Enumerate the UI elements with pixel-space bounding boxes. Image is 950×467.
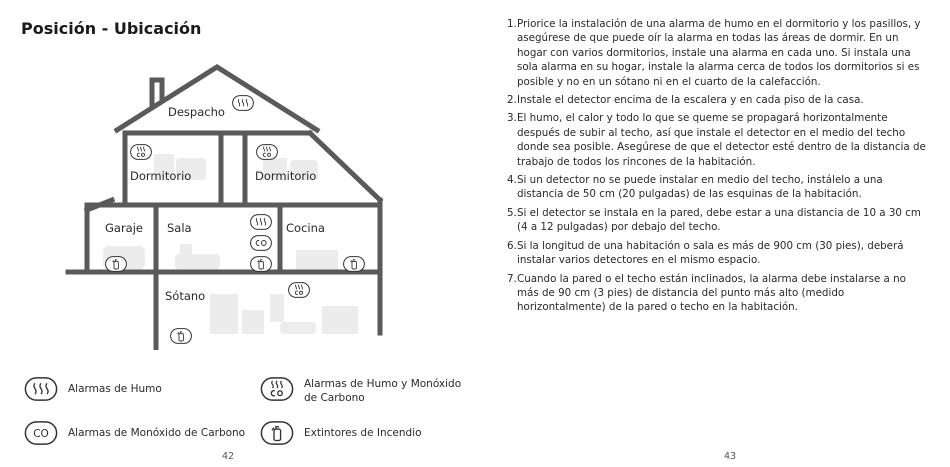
co-alarm-icon xyxy=(22,421,60,445)
room-label-garaje: Garaje xyxy=(105,221,144,235)
smoke-alarm-icon xyxy=(22,377,60,401)
list-item: 2. Instale el detector encima de la escalera y en cada piso de la casa. xyxy=(507,94,864,107)
extinguisher-icon xyxy=(258,421,296,445)
room-label-despacho: Despacho xyxy=(168,105,225,119)
house-diagram xyxy=(60,60,390,350)
list-item: 4. Si un detector no se puede instalar en medio del techo, instálelo a una distancia de 50 cm (20 pulgadas) de las esquinas de la habitación. xyxy=(507,174,883,201)
legend-co xyxy=(22,421,245,445)
legend-extinguisher xyxy=(258,421,422,445)
room-label-dormitorio-2: Dormitorio xyxy=(255,169,317,183)
room-label-cocina: Cocina xyxy=(286,221,325,235)
legend-label: Extintores de Incendio xyxy=(304,427,422,439)
page-title: Posición - Ubicación xyxy=(21,19,202,38)
extinguisher-icon xyxy=(106,257,127,272)
co-alarm-icon xyxy=(251,236,272,251)
legend xyxy=(18,375,462,445)
right-page xyxy=(475,0,950,467)
extinguisher-icon xyxy=(171,329,192,344)
smoke-co-alarm-icon xyxy=(258,377,296,401)
smoke-alarm-icon xyxy=(233,96,254,111)
legend-smoke-co xyxy=(258,377,474,405)
legend-label: Alarmas de Monóxido de Carbono xyxy=(68,427,246,439)
page-number-left: 42 xyxy=(222,451,235,462)
co-symbol: CO xyxy=(33,427,49,440)
list-item: 6. Si la longitud de una habitación o sala es más de 900 cm (30 pies), deberá instalar varios detectores en el mismo espacio. xyxy=(507,239,904,267)
list-item: 7. Cuando la pared o el techo están inclinados, la alarma debe instalarse a no más de 90 cm (3 pies) de distancia del punto más alto (medido horizontalmente) de la pared o techo en la habitación. xyxy=(507,272,906,314)
legend-smoke xyxy=(22,377,162,401)
smoke-co-alarm-icon xyxy=(289,283,310,298)
room-label-sala: Sala xyxy=(167,221,192,235)
legend-label: Alarmas de Humo y Monóxido de Carbono xyxy=(304,378,462,404)
room-label-dormitorio-1: Dormitorio xyxy=(130,169,192,183)
extinguisher-icon xyxy=(344,257,365,272)
list-item: 5. Si el detector se instala en la pared, debe estar a una distancia de 10 a 30 cm (4 a 12 pulgadas) por debajo del techo. xyxy=(507,206,921,234)
extinguisher-icon xyxy=(251,257,272,272)
list-item: 1. Priorice la instalación de una alarma de humo en el dormitorio y los pasillos, y asegúrese de que puede oír la alarma en todas las áreas de dormir. En un hogar con varios dormitorios, instale una alarma en cada uno. Si instala una sola alarma en su hogar, instale la alarma cerca de todos los dormitorios si es posible y no en un sótano ni en el cuarto de la calefacción. xyxy=(507,18,921,88)
legend-label: Alarmas de Humo xyxy=(68,383,162,395)
room-label-sotano: Sótano xyxy=(165,289,206,303)
smoke-alarm-icon xyxy=(251,215,272,230)
list-item: 3. El humo, el calor y todo lo que se queme se propagará horizontalmente después de subir al techo, así que instale el detector en el medio del techo donde sea posible. Asegúrese de que el detector esté dentro de la distancia de trabajo de todos los rincones de la habitación. xyxy=(507,112,926,168)
instruction-list xyxy=(507,17,927,319)
smoke-co-alarm-icon xyxy=(131,145,152,160)
page-number-right: 43 xyxy=(724,451,737,462)
smoke-co-alarm-icon xyxy=(257,145,278,160)
